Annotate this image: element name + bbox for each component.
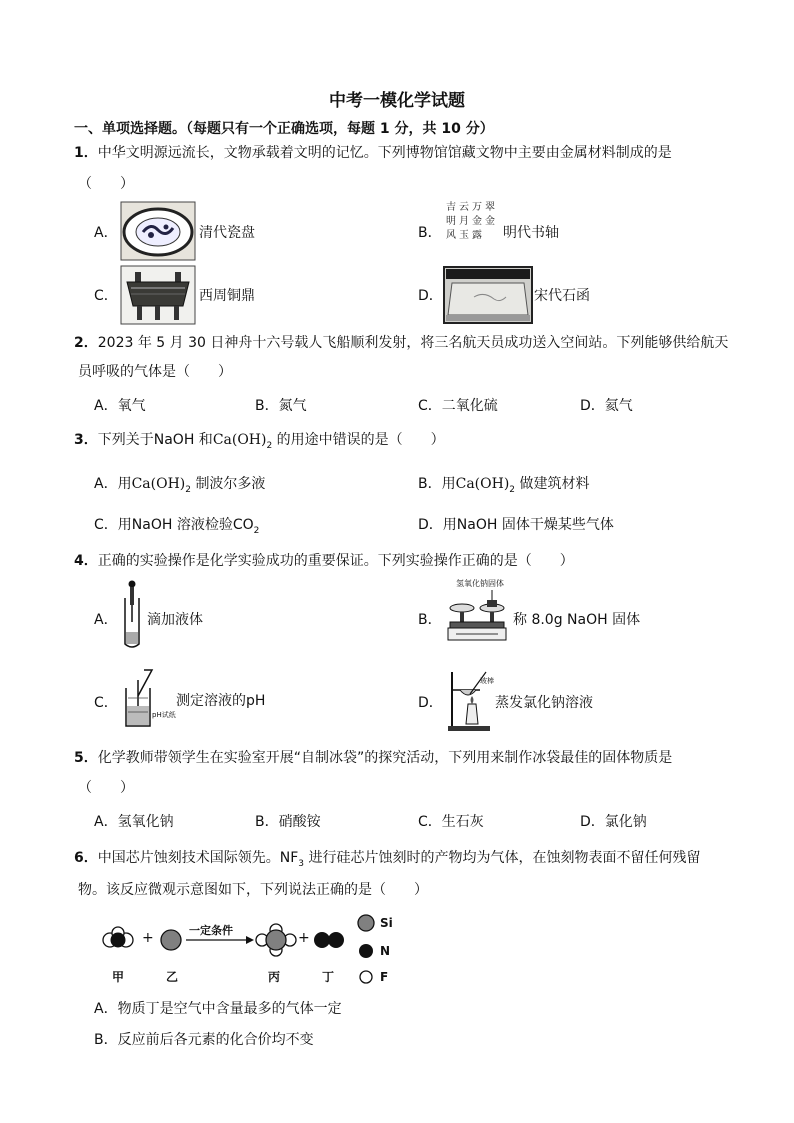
subscript: 2 [253,525,260,536]
calligraphy-char: 翠 [485,202,495,213]
calligraphy-char: 明 [446,216,456,227]
subscript: 2 [266,440,273,451]
option-letter[interactable]: C． [94,695,118,711]
option-a[interactable]: A．氢氧化钠 [94,814,174,830]
question-text: 员呼吸的气体是（ ） [78,364,232,380]
question-text: 进行硅芯片蚀刻时的产物均为气体，在蚀刻物表面不留任何残留 [304,850,701,866]
option-text: A．用 [94,476,132,492]
molecule-n2 [314,932,344,948]
stone-box-image [444,267,532,323]
balance-label: 氢氧化钠固体 [456,579,504,588]
option-b[interactable]: B．反应前后各元素的化合价均不变 [94,1032,314,1048]
option-a[interactable] [94,473,265,495]
option-text: 称 8.0g NaOH 固体 [513,612,641,628]
formula-caoh2: Ca(OH) [131,476,186,492]
molecule-sif4 [256,924,296,956]
option-letter[interactable]: B． [418,612,442,628]
calligraphy-char: 万 [472,202,482,213]
option-text: 做建筑材料 [519,476,590,492]
plus-sign: + [298,930,310,946]
question-text: 下列关于NaOH 和 [97,432,213,448]
formula-caoh2: Ca(OH) [212,432,267,448]
question-number: 2． [74,335,98,351]
atom-legend [356,914,406,988]
option-c[interactable]: C．生石灰 [418,814,484,830]
option-b[interactable]: B．氮气 [255,398,307,414]
option-text: 西周铜鼎 [199,288,255,304]
balance-scale-image [444,578,510,646]
subscript: 2 [185,484,191,495]
option-a[interactable]: A．氧气 [94,398,146,414]
calligraphy-char: 金 [472,216,482,227]
question-text: 的用途中错误的是（ ） [276,432,445,448]
option-text: 宋代石函 [534,288,590,304]
option-b[interactable]: B．硝酸铵 [255,814,321,830]
calligraphy-char: 金 [485,216,495,227]
question-text: 正确的实验操作是化学实验成功的重要保证。下列实验操作正确的是（ ） [97,553,574,569]
option-b[interactable] [418,473,589,495]
calligraphy-char: 云 [459,202,469,213]
question-6-stem [74,848,700,874]
option-text: 明代书轴 [503,225,559,241]
option-letter[interactable]: A． [94,225,118,241]
question-number: 5． [74,750,98,766]
porcelain-plate-image [121,202,195,260]
question-5-stem [74,748,672,768]
atom-si [161,930,181,950]
legend-si: Si [380,916,393,930]
question-1-stem [74,143,672,163]
ph-paper-label: pH试纸 [152,711,176,719]
option-text: C．用NaOH 溶液检验CO [94,517,254,533]
option-text: 滴加液体 [147,612,203,628]
option-letter[interactable]: D． [418,288,443,304]
option-c[interactable]: C．二氧化硫 [418,398,498,414]
molecule-nf3 [103,927,133,947]
evaporation-apparatus-image [446,668,492,732]
calligraphy-scroll-image [446,202,500,258]
legend-n: N [380,944,391,958]
label-yi: 乙 [166,970,179,984]
question-number: 6． [74,850,98,866]
option-letter[interactable]: D． [418,695,443,711]
subscript: 2 [509,484,516,495]
calligraphy-char: 露 [472,230,482,241]
bronze-ding-image [121,266,195,324]
subscript: 3 [298,858,305,869]
calligraphy-char: 风 [446,230,456,241]
option-letter[interactable]: C． [94,288,118,304]
question-text: 物。该反应微观示意图如下，下列说法正确的是（ ） [78,882,428,898]
label-jia: 甲 [112,970,125,984]
option-text: 制波尔多液 [195,476,266,492]
option-d[interactable]: D．氦气 [580,398,633,414]
plus-sign: + [142,930,154,946]
option-text: 蒸发氯化钠溶液 [495,695,593,711]
option-a[interactable]: A．物质丁是空气中含量最多的气体一定 [94,1001,342,1017]
section-heading: 一、单项选择题。（每题只有一个正确选项，每题 1 分，共 10 分） [74,121,494,137]
calligraphy-char: 月 [459,216,469,227]
option-text: 测定溶液的pH [176,693,266,709]
option-c[interactable] [94,514,259,536]
question-text: 中国芯片蚀刻技术国际领先。NF [97,850,299,866]
formula-caoh2: Ca(OH) [455,476,510,492]
question-3-stem [74,430,445,456]
answer-blank: （ ） [78,176,134,192]
option-d[interactable]: D．氯化钠 [580,814,647,830]
calligraphy-char: 玉 [459,230,469,241]
option-d[interactable]: D．用NaOH 固体干燥某些气体 [418,517,614,533]
glass-rod-label: 玻棒 [480,677,494,685]
arrow-condition-label: 一定条件 [189,924,233,937]
legend-f: F [380,970,389,984]
question-4-stem [74,551,574,571]
option-text: 清代瓷盘 [199,225,255,241]
question-number: 1． [74,145,98,161]
question-2-stem [74,333,728,353]
page-title: 中考一模化学试题 [329,91,465,111]
option-letter[interactable]: B． [418,225,442,241]
calligraphy-char: 吉 [446,202,456,213]
label-bing: 丙 [268,970,281,984]
option-text: B．用 [418,476,456,492]
ph-test-beaker-image [122,668,176,730]
question-number: 4． [74,553,98,569]
dropper-test-tube-image [122,580,142,650]
option-letter[interactable]: A． [94,612,118,628]
question-text: 中华文明源远流长，文物承载着文明的记忆。下列博物馆馆藏文物中主要由金属材料制成的是 [97,145,672,161]
question-text: 2023 年 5 月 30 日神舟十六号载人飞船顺利发射，将三名航天员成功送入空间站。下列能够供给航天 [97,335,729,351]
question-text: 化学教师带领学生在实验室开展“自制冰袋”的探究活动，下列用来制作冰袋最佳的固体物质是 [97,750,673,766]
answer-blank: （ ） [78,780,134,796]
label-ding: 丁 [322,970,335,984]
question-number: 3． [74,432,98,448]
